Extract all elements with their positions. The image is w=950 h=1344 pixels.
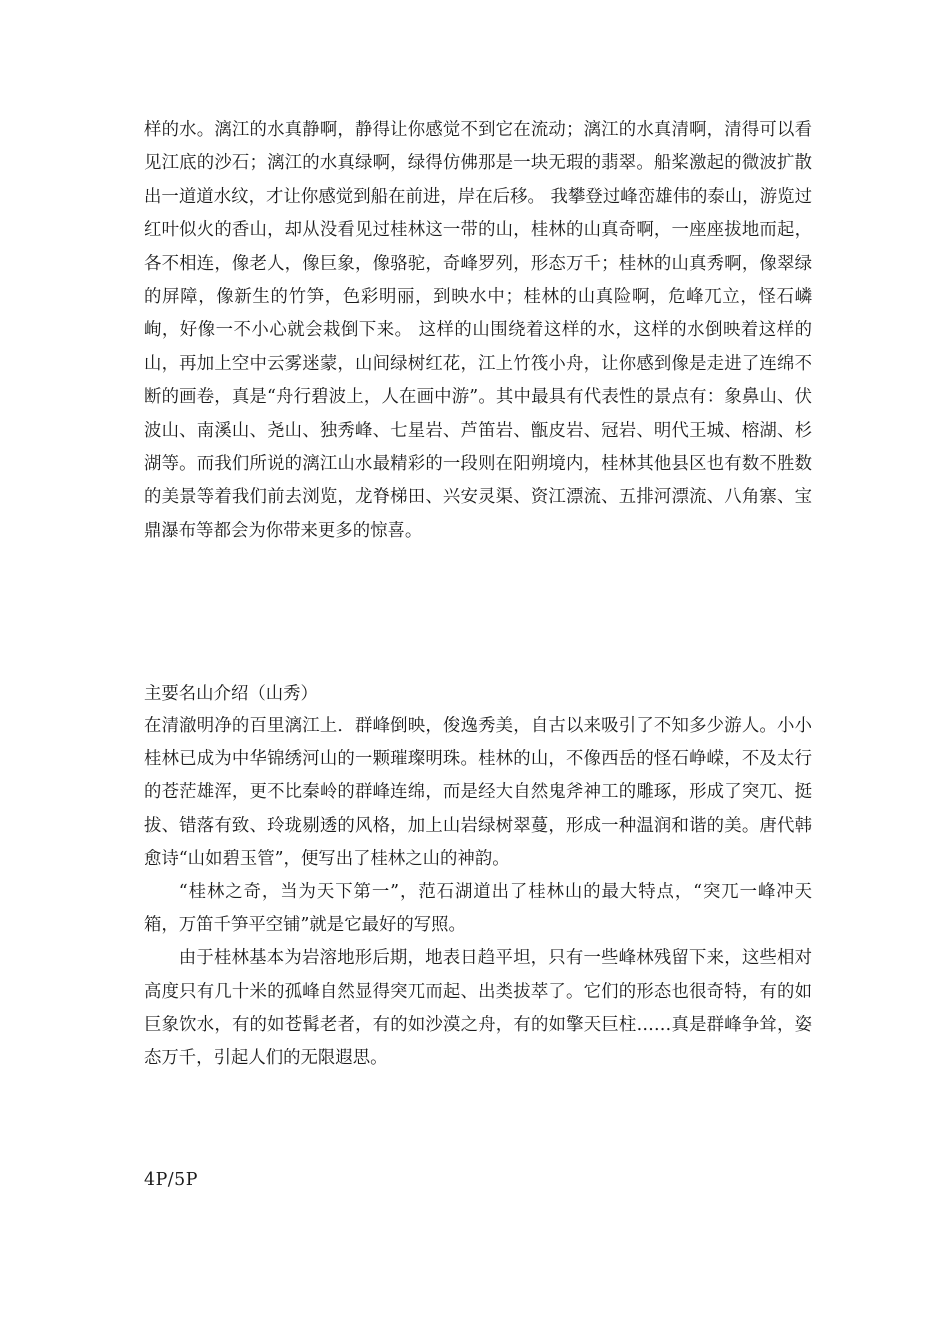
section-body [144, 710, 812, 1075]
section-paragraph-3: 由于桂林基本为岩溶地形后期，地表日趋平坦，只有一些峰林残留下来，这些相对高度只有几十米的孤峰自然显得突兀而起、出类拔萃了。它们的形态也很奇特，有的如巨象饮水，有的如苍髯老者，有的如沙漠之舟，有的如擎天巨柱……真是群峰争耸，姿态万千，引起人们的无限遐思。 [144, 948, 812, 1069]
section-paragraph-1: 在清澈明净的百里漓江上．群峰倒映，俊逸秀美，自古以来吸引了不知多少游人。小小桂林已成为中华锦绣河山的一颗璀璨明珠。桂林的山，不像西岳的怪石峥嵘，不及太行的苍茫雄浑，更不比秦岭的群峰连绵，而是经大自然鬼斧神工的雕琢，形成了突兀、挺拔、错落有致、玲珑剔透的风格，加上山岩绿树翠蔓，形成一种温润和谐的美。唐代韩愈诗“山如碧玉管”，便写出了桂林之山的神韵。 [144, 716, 812, 869]
page-number: 4P/5P [144, 1170, 198, 1190]
intro-paragraph: 样的水。漓江的水真静啊，静得让你感觉不到它在流动；漓江的水真清啊，清得可以看见江底的沙石；漓江的水真绿啊，绿得仿佛那是一块无瑕的翡翠。船桨激起的微波扩散出一道道水纹，才让你感觉到船在前进，岸在后移。 我攀登过峰峦雄伟的泰山，游览过红叶似火的香山，却从没看见过桂林这一带的山，桂林的山真奇啊，一座座拔地而起，各不相连，像老人，像巨象，像骆驼，奇峰罗列，形态万千；桂林的山真秀啊，像翠绿的屏障，像新生的竹笋，色彩明丽，到映水中；桂林的山真险啊，危峰兀立，怪石嶙峋，好像一不小心就会栽倒下来。 这样的山围绕着这样的水，这样的水倒映着这样的山，再加上空中云雾迷蒙，山间绿树红花，江上竹筏小舟，让你感到像是走进了连绵不断的画卷，真是“舟行碧波上，人在画中游”。其中最具有代表性的景点有：象鼻山、伏波山、南溪山、尧山、独秀峰、七星岩、芦笛岩、甑皮岩、冠岩、明代王城、榕湖、杉湖等。而我们所说的漓江山水最精彩的一段则在阳朔境内，桂林其他县区也有数不胜数的美景等着我们前去浏览，龙脊梯田、兴安灵渠、资江漂流、五排河漂流、八角寨、宝鼎瀑布等都会为你带来更多的惊喜。 [144, 120, 812, 541]
section-heading: 主要名山介绍（山秀） [144, 684, 318, 704]
section-paragraph-2: “桂林之奇，当为天下第一”，范石湖道出了桂林山的最大特点，“突兀一峰冲天箱，万笛千笋平空铺”就是它最好的写照。 [144, 882, 812, 936]
